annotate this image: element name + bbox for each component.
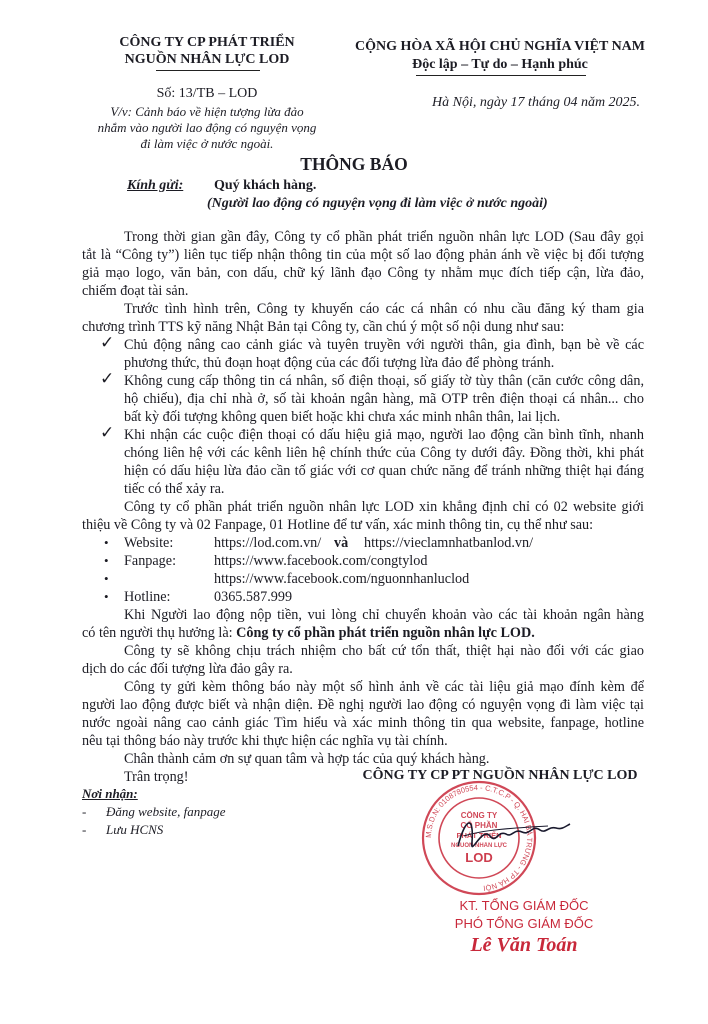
hotline-label: Hotline: bbox=[124, 589, 171, 605]
check-item-1-line-1: Chủ động nâng cao cảnh giác và tuyên truyền với người thân, gia đình, bạn bè về các bbox=[124, 337, 644, 353]
recipients-label: Nơi nhận: bbox=[82, 786, 138, 801]
subject-line-3: đi làm việc ở nước ngoài. bbox=[140, 136, 274, 151]
subject-line-1: V/v: Cảnh báo về hiện tượng lừa đảo bbox=[110, 104, 304, 119]
check-item-3-line-1: Khi nhận các cuộc điện thoại có dấu hiệu giả mạo, người lao động cần bình tĩnh, nhanh bbox=[124, 427, 644, 443]
website-link-1[interactable]: https://lod.com.vn/ bbox=[214, 535, 322, 551]
p6-line-4: nêu tại thông báo này trước khi thực hiện các nghĩa vụ tài chính. bbox=[82, 733, 448, 749]
document-date: Hà Nội, ngày 17 tháng 04 năm 2025. bbox=[432, 95, 641, 110]
national-motto: Độc lập – Tự do – Hạnh phúc bbox=[412, 57, 588, 72]
stamp-ring-text: M.S.D.N: 0108780554 - C.T.C.P - Q. HAI BÀ TRƯNG - TP HÀ NỘI bbox=[423, 782, 535, 893]
greeting-recipient: Quý khách hàng. bbox=[214, 178, 317, 193]
p1-line-1: Trong thời gian gần đây, Công ty cổ phần phát triển nguồn nhân lực LOD (Sau đây gọi bbox=[124, 229, 644, 245]
thanks-line: Chân thành cảm ơn sự quan tâm và hợp tác của quý khách hàng. bbox=[124, 751, 490, 767]
header-right-rule bbox=[416, 75, 586, 76]
p1-line-4: chiếm đoạt tài sản. bbox=[82, 283, 189, 299]
p6-line-2: người lao động được biết và nhận diện. Đề nghị người lao động có nguyện vọng đi làm việc tại bbox=[82, 697, 644, 713]
recipient-item-1: Đăng website, fanpage bbox=[106, 804, 226, 819]
company-name-line2: NGUỒN NHÂN LỰC LOD bbox=[124, 52, 290, 67]
check-item-2-line-1: Không cung cấp thông tin cá nhân, số điện thoại, số giấy tờ tùy thân (căn cước công dân, bbox=[124, 373, 644, 389]
company-name-line1: CÔNG TY CP PHÁT TRIỂN bbox=[119, 35, 295, 50]
p5-line-2: dịch do các đối tượng lừa đảo gây ra. bbox=[82, 661, 293, 677]
p4-line-1: Khi Người lao động nộp tiền, vui lòng chỉ chuyển khoản vào các tài khoản ngân hàng bbox=[124, 607, 644, 623]
greeting-recipient-note: (Người lao động có nguyện vọng đi làm việc ở nước ngoài) bbox=[207, 196, 548, 211]
document-number: Số: 13/TB – LOD bbox=[156, 86, 258, 101]
stamp-brand: LOD bbox=[465, 850, 493, 865]
bullet-icon: • bbox=[104, 571, 109, 586]
signature-role-2: PHÓ TỔNG GIÁM ĐỐC bbox=[454, 916, 594, 931]
p3-line-2: thiệu về Công ty và 02 Fanpage, 01 Hotline để tư vấn, xác minh thông tin, cụ thể như sau: bbox=[82, 517, 594, 533]
stamp-line-3: PHÁT TRIỂN bbox=[456, 831, 502, 840]
greeting-label: Kính gửi: bbox=[127, 178, 184, 193]
website-label: Website: bbox=[124, 535, 174, 551]
document-title: THÔNG BÁO bbox=[300, 154, 408, 174]
p5-line-1: Công ty sẽ không chịu trách nhiệm cho bất cứ tổn thất, thiệt hại nào đối với các giao bbox=[124, 643, 644, 659]
check-item-2-line-2: hộ chiếu), địa chỉ nhà ở, số tài khoản ngân hàng, mã OTP trên điện thoại cá nhân... cho bbox=[124, 391, 644, 407]
fanpage-link-1[interactable]: https://www.facebook.com/congtylod bbox=[214, 553, 428, 569]
check-icon: ✓ bbox=[100, 333, 115, 353]
beneficiary-name: Công ty cổ phần phát triển nguồn nhân lực LOD. bbox=[236, 625, 535, 641]
check-item-3-line-2: chóng liên hệ với các kênh liên hệ chính thức của Công ty dưới đây. Đồng thời, khi phát bbox=[124, 445, 644, 461]
check-item-1-line-2: phương thức, thủ đoạn hoạt động của các đối tượng lừa đảo để phòng tránh. bbox=[124, 355, 555, 371]
signature-company: CÔNG TY CP PT NGUỒN NHÂN LỰC LOD bbox=[362, 768, 638, 783]
fanpage-link-2[interactable]: https://www.facebook.com/nguonnhanluclod bbox=[214, 571, 470, 587]
p6-line-3: nước ngoài nâng cao cảnh giác Tìm hiểu và xác minh thông tin qua website, fanpage, hotline bbox=[82, 715, 644, 731]
p3-line-1: Công ty cổ phần phát triển nguồn nhân lực LOD xin khẳng định chỉ có 02 website giới bbox=[124, 499, 644, 515]
p2-line-2: chương trình TTS kỹ năng Nhật Bản tại Công ty, cần chú ý một số nội dung như sau: bbox=[82, 319, 565, 335]
check-item-3-line-4: tiếc có thể xảy ra. bbox=[124, 481, 225, 497]
recipient-dash: - bbox=[82, 804, 87, 819]
fanpage-label: Fanpage: bbox=[124, 553, 177, 569]
check-icon: ✓ bbox=[100, 369, 115, 389]
subject-line-2: nhắm vào người lao động có nguyện vọng bbox=[97, 120, 317, 135]
website-and: và bbox=[334, 535, 349, 551]
regards-line: Trân trọng! bbox=[124, 769, 189, 785]
check-item-2-line-3: bất kỳ đối tượng không quen biết hoặc khi chưa xác minh nhân thân, lai lịch. bbox=[124, 409, 561, 425]
p4-line-2 bbox=[82, 626, 535, 640]
recipient-dash: - bbox=[82, 822, 87, 837]
p1-line-3: giả mạo logo, văn bản, con dấu, chữ ký lãnh đạo Công ty nhằm mục đích tiếp cận, lừa đảo, bbox=[82, 265, 644, 281]
recipient-item-2: Lưu HCNS bbox=[106, 822, 164, 837]
check-icon: ✓ bbox=[100, 423, 115, 443]
stamp-line-1: CÔNG TY bbox=[460, 811, 498, 820]
stamp-line-2: CỔ PHẦN bbox=[460, 821, 498, 830]
header-left-rule bbox=[156, 70, 260, 71]
bullet-icon: • bbox=[104, 535, 109, 550]
signature-role-1: KT. TỔNG GIÁM ĐỐC bbox=[459, 898, 589, 913]
website-link-2[interactable]: https://vieclamnhatbanlod.vn/ bbox=[364, 535, 534, 551]
p6-line-1: Công ty gửi kèm thông báo này một số hình ảnh về các tài liệu giả mạo đính kèm để bbox=[124, 679, 644, 695]
hotline-number[interactable]: 0365.587.999 bbox=[214, 589, 293, 605]
handwritten-signature bbox=[452, 806, 572, 866]
p4-line-2-text: có tên người thụ hưởng là: bbox=[82, 625, 237, 641]
national-title: CỘNG HÒA XÃ HỘI CHỦ NGHĨA VIỆT NAM bbox=[354, 39, 645, 54]
stamp-line-4: NGUỒN NHÂN LỰC bbox=[451, 843, 507, 849]
p2-line-1: Trước tình hình trên, Công ty khuyến cáo các cá nhân có nhu cầu đăng ký tham gia bbox=[124, 301, 644, 317]
check-item-3-line-3: hiện có dấu hiệu lừa đảo cần tố giác với cơ quan chức năng để tránh những thiệt hại đáng bbox=[124, 463, 644, 479]
signer-name: Lê Văn Toán bbox=[470, 934, 578, 956]
p1-line-2: tắt là “Công ty”) liên tục tiếp nhận thông tin của một số lao động phản ánh về việc bị đối tượng bbox=[82, 247, 644, 263]
bullet-icon: • bbox=[104, 553, 109, 568]
bullet-icon: • bbox=[104, 589, 109, 604]
